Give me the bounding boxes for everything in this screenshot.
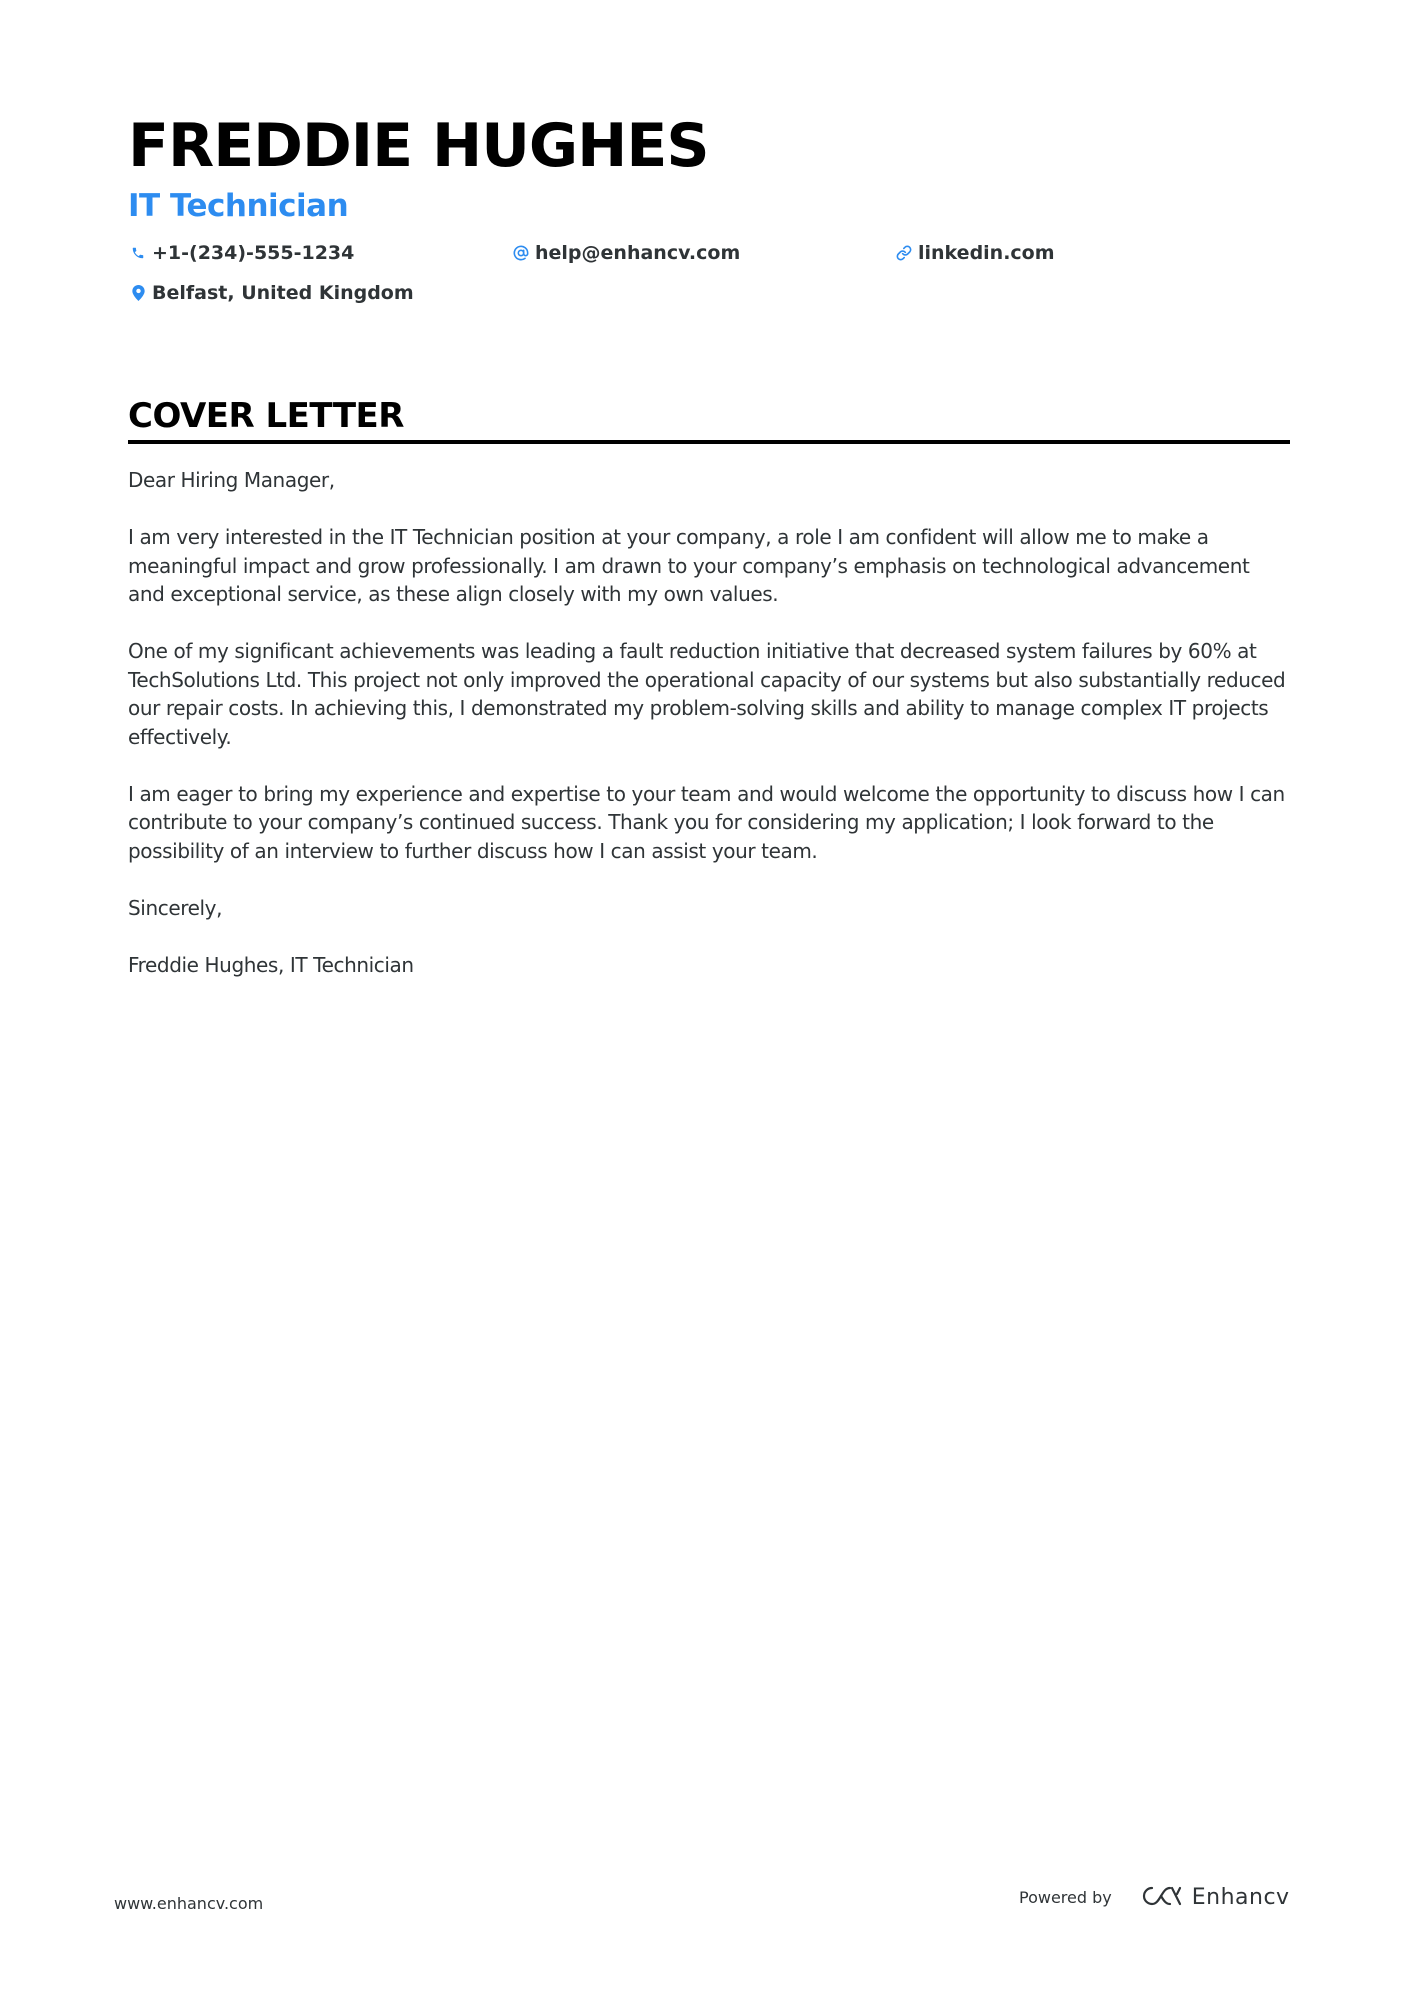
powered-by-label: Powered by — [1019, 1888, 1112, 1907]
email-text[interactable]: help@enhancv.com — [535, 242, 741, 264]
map-pin-icon — [128, 282, 148, 304]
cover-letter-section — [128, 394, 1290, 1008]
footer-website[interactable]: www.enhancv.com — [114, 1894, 264, 1913]
letter-greeting: Dear Hiring Manager, — [128, 468, 335, 492]
footer-branding — [1019, 1884, 1290, 1912]
section-title: COVER LETTER — [128, 396, 404, 436]
enhancv-logo[interactable] — [1138, 1884, 1290, 1912]
at-sign-icon — [511, 242, 531, 264]
link-icon — [894, 242, 914, 264]
brand-name: Enhancv — [1191, 1885, 1290, 1910]
candidate-title: IT Technician — [128, 188, 349, 224]
enhancv-logo-icon — [1138, 1884, 1184, 1912]
phone-text[interactable]: +1-(234)-555-1234 — [152, 242, 355, 264]
contact-link — [894, 240, 1055, 266]
letter-closing: Sincerely, — [128, 895, 223, 920]
phone-icon — [128, 242, 148, 264]
contact-email — [511, 240, 740, 266]
link-text[interactable]: linkedin.com — [918, 242, 1055, 264]
contact-location — [128, 280, 414, 306]
resume-header — [128, 110, 1290, 320]
letter-body — [128, 466, 1290, 979]
letter-paragraph: One of my significant achievements was leading a fault reduction initiative that decreased system failures by 60% at TechSolutions Ltd. This project not only improved the operational capacity of our systems but also substantially reduced our repair costs. In achieving this, I demonstrated my problem-solving skills and ability to manage complex IT projects effectively. — [128, 639, 1286, 749]
contact-phone — [128, 240, 354, 266]
contact-info — [128, 240, 1290, 320]
candidate-name: FREDDIE HUGHES — [128, 111, 709, 181]
letter-signature: Freddie Hughes, IT Technician — [128, 952, 414, 977]
section-divider — [128, 440, 1290, 444]
letter-paragraph: I am very interested in the IT Technician position at your company, a role I am confident will allow me to make a meaningful impact and grow professionally. I am drawn to your company’s emphasis on technological advancement and exceptional service, as these align closely with my own values. — [128, 525, 1250, 606]
letter-paragraph: I am eager to bring my experience and expertise to your team and would welcome the opportunity to discuss how I can contribute to your company’s continued success. Thank you for considering my application; I look forward to the possibility of an interview to further discuss how I can assist your team. — [128, 781, 1285, 863]
location-text: Belfast, United Kingdom — [152, 282, 414, 304]
